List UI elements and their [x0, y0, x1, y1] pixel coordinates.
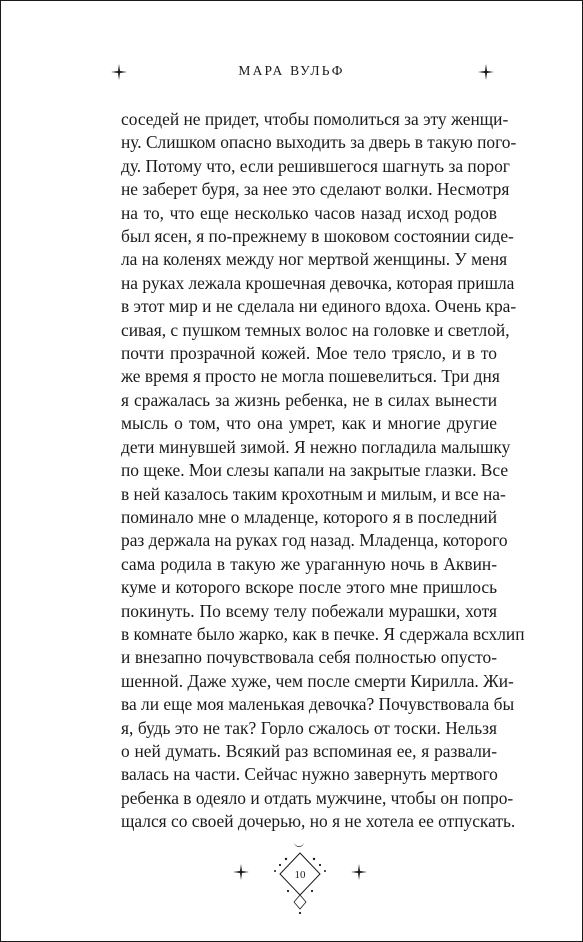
running-header [0, 60, 583, 88]
text-line: и внезапно почувствовала себя полностью опусто- [121, 647, 497, 668]
running-head-author: МАРА ВУЛЬФ [238, 63, 345, 78]
text-line: ла на коленях между ног мертвой женщины. У меня [121, 249, 508, 270]
text-line: по щеке. Мои слезы капали на закрытые глазки. Все [121, 460, 509, 481]
text-line: поминало мне о младенце, которого я в последний [121, 506, 497, 527]
text-line: не заберет буря, за нее это сделают волки. Несмотря [121, 179, 510, 200]
text-line: в этот мир и не сделала ни единого вдоха. Очень кра- [121, 296, 517, 317]
text-line: покинуть. По всему телу побежали мурашки, хотя [121, 600, 497, 621]
text-line: щался со своей дочерью, но я не хотела ее отпускать. [121, 811, 516, 832]
body-text [121, 108, 525, 834]
text-line: был ясен, я по-прежнему в шоковом состоянии сиде- [121, 226, 514, 247]
text-line: я, будь это не так? Горло сжалось от тоски. Нельзя [121, 717, 497, 738]
text-line: мысль о том, что она умрет, как и многие другие [121, 413, 497, 434]
text-line: о ней думать. Всякий раз вспоминая ее, я развали- [121, 740, 497, 761]
page-footer [0, 838, 583, 918]
text-line: дети минувшей зимой. Я нежно погладила малышку [121, 436, 511, 457]
text-line: ду. Потому что, если решившегося шагнуть за порог [121, 155, 510, 176]
page-number: 10 [294, 869, 306, 881]
text-line: соседей не придет, чтобы помолиться за эту женщи- [121, 109, 509, 129]
text-line: ва ли еще моя маленькая девочка? Почувствовала бы [121, 694, 515, 715]
text-line: раз держала на руках год назад. Младенца, которого [121, 530, 508, 551]
text-line: сама родила в такую же ураганную ночь в Аквин- [121, 553, 497, 574]
text-line: ребенка в одеяло и отдать мужчине, чтобы он попро- [121, 787, 514, 808]
text-line: валась на части. Сейчас нужно завернуть мертвого [121, 764, 498, 785]
text-line: я сражалась за жизнь ребенка, не в силах вынести [121, 389, 497, 410]
text-line: шенной. Даже хуже, чем после смерти Кирилла. Жи- [121, 670, 514, 691]
text-line: в ней казалось таким крохотным и милым, и все на- [121, 483, 506, 504]
text-line: на руках лежала крошечная девочка, которая пришла [121, 272, 515, 293]
text-line: на то, что еще несколько часов назад исход родов [121, 202, 497, 223]
sparkle-star-icon [478, 64, 494, 80]
text-line: куме и которого вскоре после этого мне пришлось [121, 577, 497, 598]
text-line: же время я просто не могла пошевелиться. Три дня [121, 366, 500, 387]
text-line: в комнате было жарко, как в печке. Я сдержала всхлип [121, 623, 525, 644]
text-line: сивая, с пушком темных волос на головке и светлой, [121, 319, 510, 340]
text-line: почти прозрачной кожей. Мое тело трясло, и в то [121, 343, 497, 364]
text-line: ну. Слишком опасно выходить за дверь в такую пого- [121, 132, 517, 153]
